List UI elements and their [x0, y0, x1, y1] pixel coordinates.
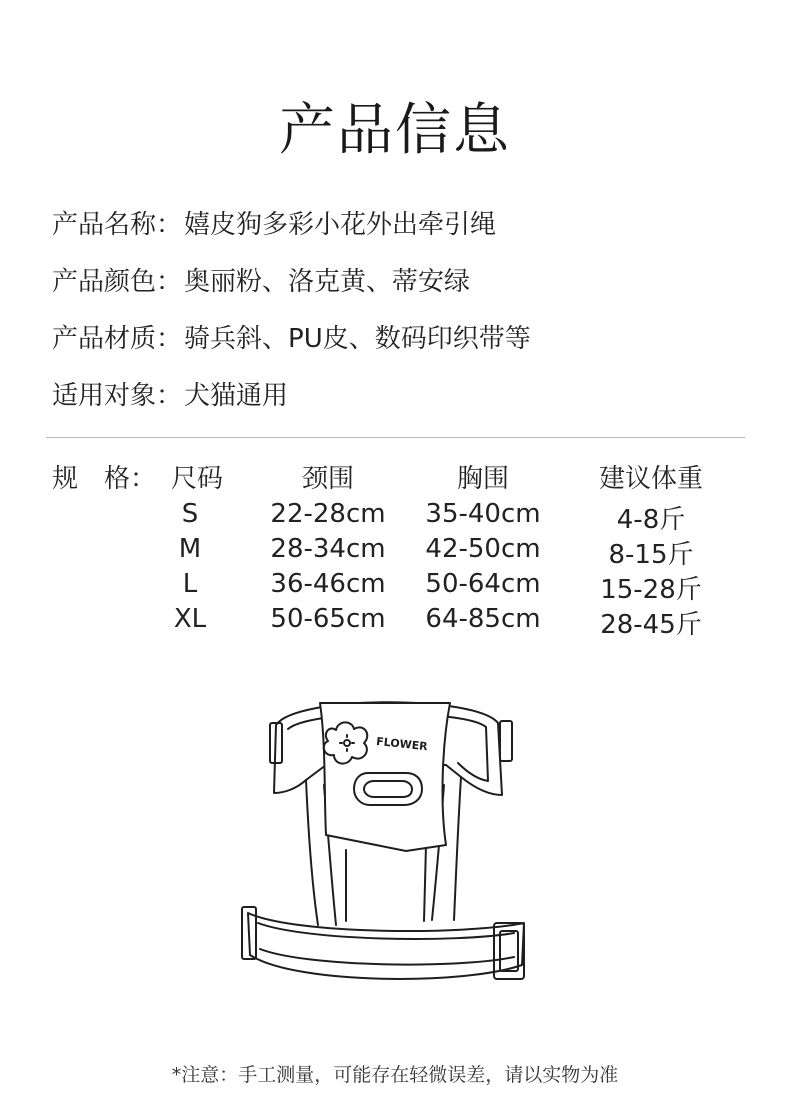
size-cell: 50-64cm	[425, 569, 541, 599]
size-cell: 4-8斤	[616, 505, 686, 535]
size-cell: 36-46cm	[270, 569, 386, 599]
info-value: 骑兵斜、PU皮、数码印织带等	[184, 324, 531, 354]
flower-logo-text: FLOWER	[375, 734, 429, 754]
size-cell: L	[182, 569, 198, 599]
harness-illustration	[236, 685, 536, 1005]
size-cell: S	[181, 499, 199, 529]
size-cell: 50-65cm	[270, 604, 386, 634]
size-cell: 28-45斤	[600, 610, 702, 640]
size-cell: 35-40cm	[425, 499, 541, 529]
info-label: 产品名称：	[52, 210, 183, 240]
info-row-product-name	[52, 204, 496, 241]
size-header-chest: 胸围	[456, 464, 510, 494]
info-row-product-material	[52, 318, 531, 355]
size-cell: M	[178, 534, 202, 564]
info-row-suitable-for	[52, 375, 288, 412]
size-cell: 22-28cm	[270, 499, 386, 529]
info-label: 产品颜色：	[52, 267, 183, 297]
size-header-size: 尺码	[170, 464, 224, 494]
size-label: 规 格：	[52, 464, 157, 494]
size-cell: 15-28斤	[600, 575, 702, 605]
size-header-weight: 建议体重	[598, 464, 704, 494]
size-cell: 64-85cm	[425, 604, 541, 634]
info-value: 犬猫通用	[184, 381, 289, 411]
page-title: 产品信息	[279, 98, 511, 163]
info-row-product-color	[52, 261, 470, 298]
info-value: 奥丽粉、洛克黄、蒂安绿	[184, 267, 471, 297]
info-value: 嬉皮狗多彩小花外出牵引绳	[184, 210, 497, 240]
size-cell: 28-34cm	[270, 534, 386, 564]
size-cell: 8-15斤	[608, 540, 694, 570]
measurement-note: *注意：手工测量，可能存在轻微误差，请以实物为准	[171, 1064, 619, 1086]
size-cell: 42-50cm	[425, 534, 541, 564]
size-header-neck: 颈围	[301, 464, 355, 494]
info-label: 产品材质：	[52, 324, 183, 354]
info-label: 适用对象：	[52, 381, 183, 411]
section-divider	[46, 437, 745, 438]
size-cell: XL	[173, 604, 207, 634]
